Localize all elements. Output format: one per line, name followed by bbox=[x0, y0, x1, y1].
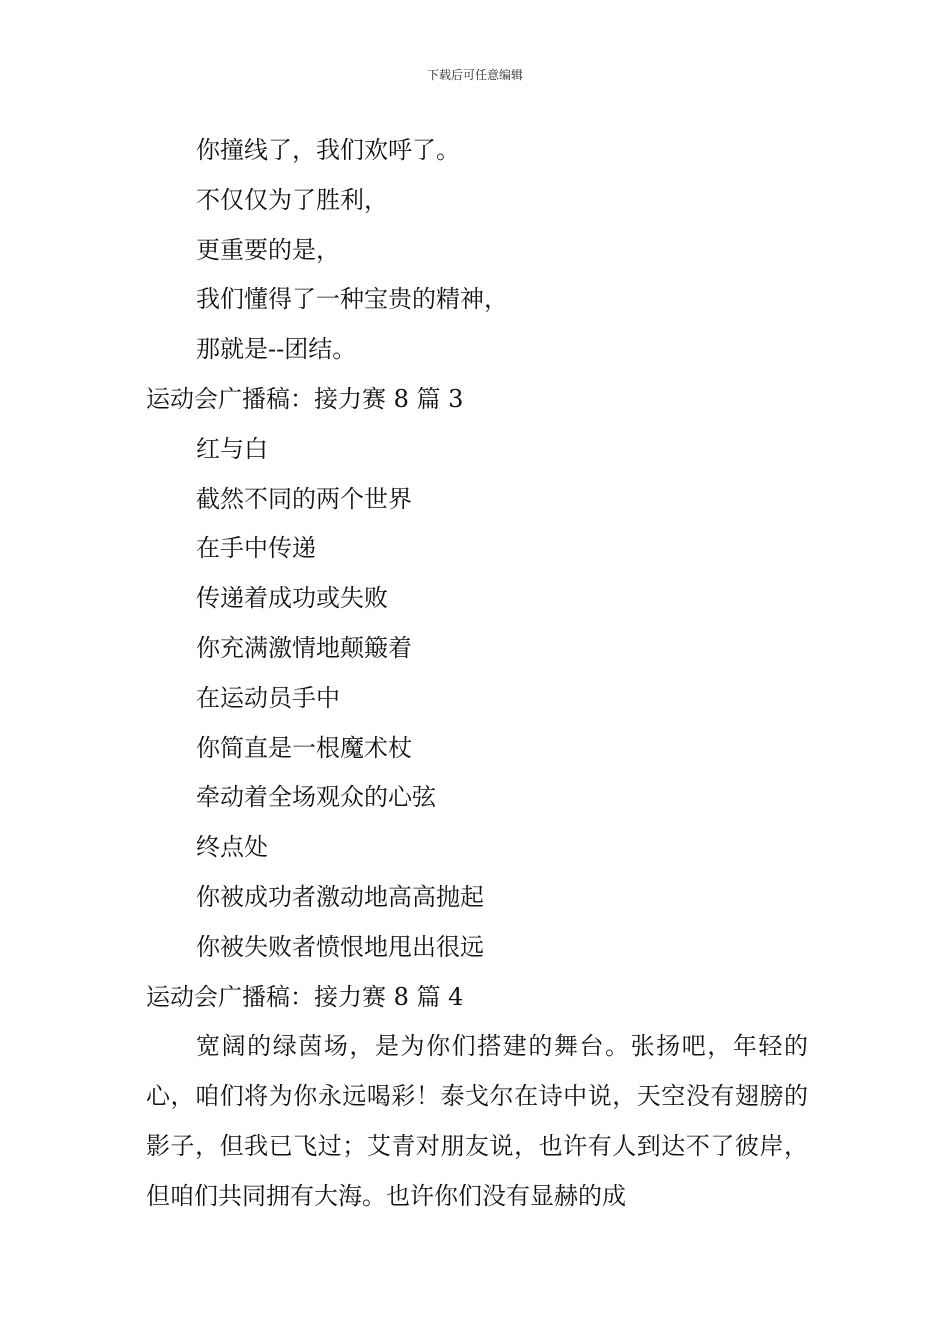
page-header: 下载后可任意编辑 bbox=[426, 68, 523, 82]
poem-line: 你简直是一根魔术杖 bbox=[196, 733, 412, 762]
poem-line: 终点处 bbox=[196, 833, 268, 862]
section-heading: 运动会广播稿：接力赛 8 篇 4 bbox=[146, 982, 464, 1011]
poem-line: 那就是--团结。 bbox=[196, 335, 357, 364]
poem-line: 传递着成功或失败 bbox=[196, 584, 388, 613]
poem-line: 在手中传递 bbox=[196, 534, 316, 563]
poem-line: 我们懂得了一种宝贵的精神， bbox=[196, 285, 508, 314]
poem-line: 红与白 bbox=[196, 434, 268, 463]
poem-line: 牵动着全场观众的心弦 bbox=[196, 783, 436, 812]
poem-line: 截然不同的两个世界 bbox=[196, 484, 412, 513]
poem-line: 不仅仅为了胜利， bbox=[196, 185, 388, 214]
poem-line: 你被成功者激动地高高抛起 bbox=[196, 882, 484, 911]
section-heading: 运动会广播稿：接力赛 8 篇 3 bbox=[146, 384, 464, 413]
poem-line: 在运动员手中 bbox=[196, 683, 340, 712]
document-body bbox=[146, 126, 808, 1222]
body-paragraph: 宽阔的绿茵场，是为你们搭建的舞台。张扬吧，年轻的心，咱们将为你永远喝彩！泰戈尔在诗中说，天空没有翅膀的影子，但我已飞过；艾青对朋友说，也许有人到达不了彼岸，但咱们共同拥有大海。也许你们没有显赫的成 bbox=[146, 1032, 808, 1210]
poem-line: 你撞线了，我们欢呼了。 bbox=[196, 136, 460, 164]
poem-line: 更重要的是， bbox=[196, 235, 340, 264]
poem-line: 你被失败者愤恨地甩出很远 bbox=[196, 932, 484, 961]
poem-line: 你充满激情地颠簸着 bbox=[196, 633, 412, 662]
